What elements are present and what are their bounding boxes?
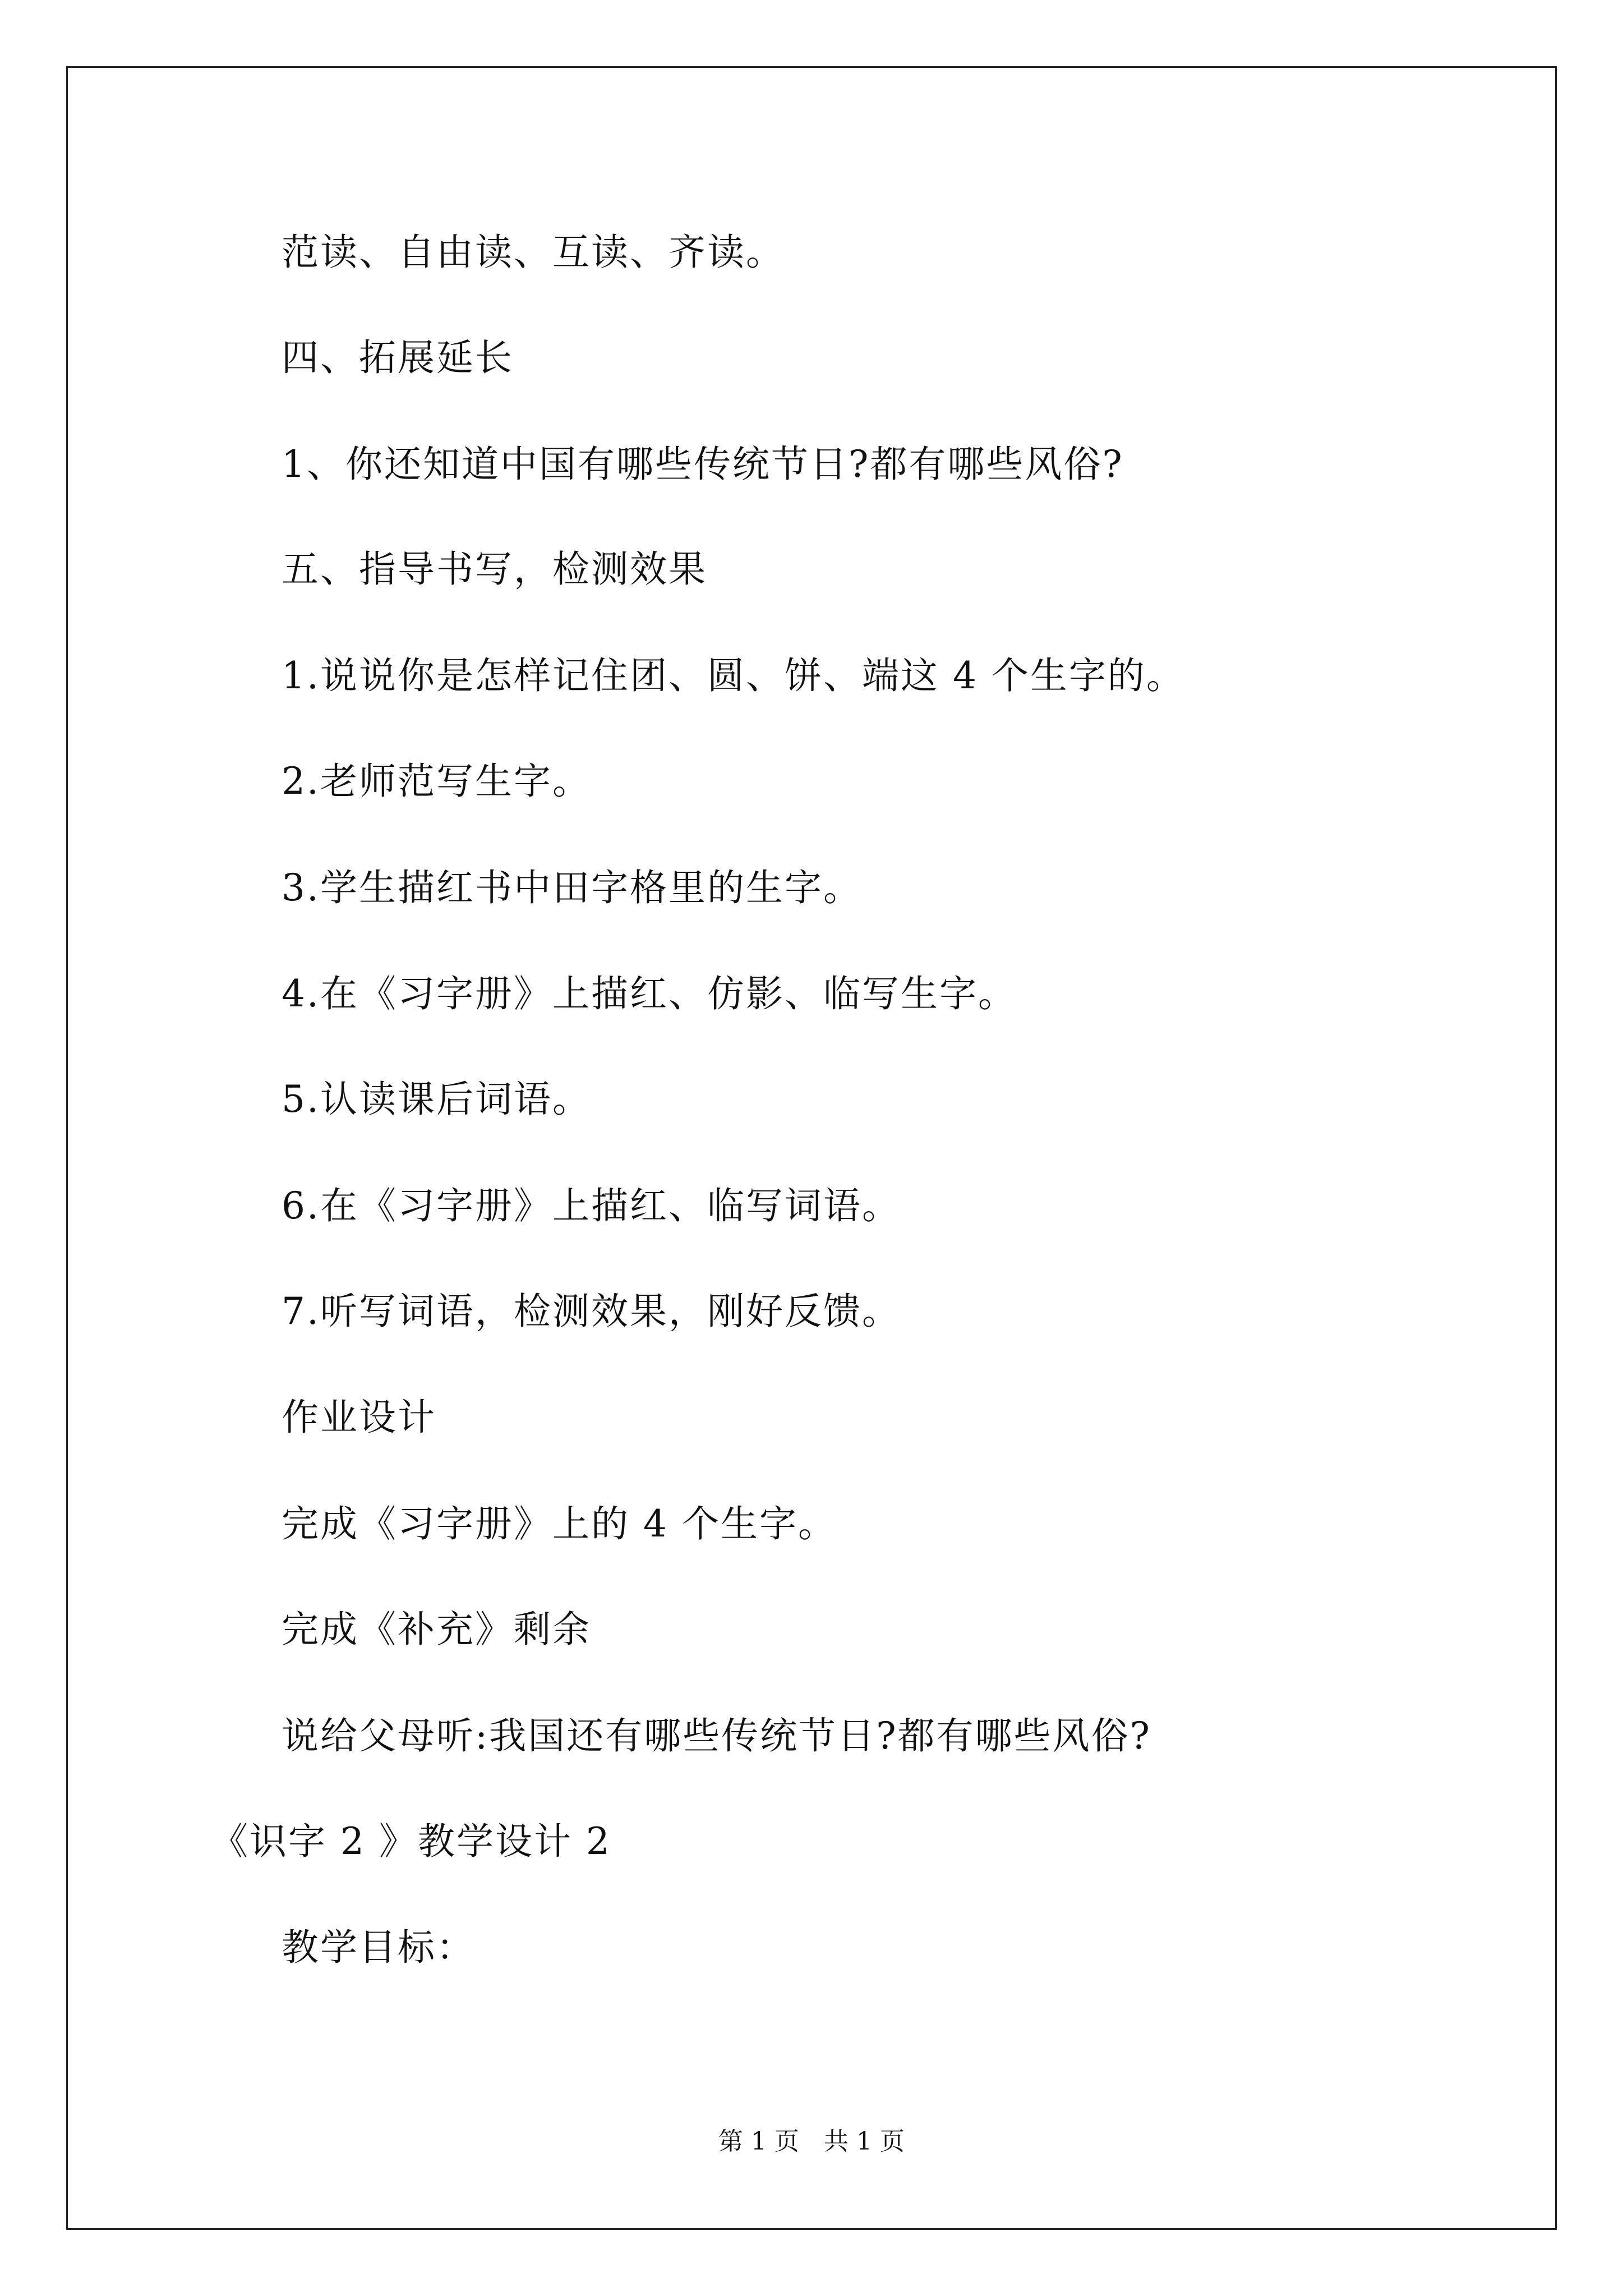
homework-item-2: 完成《补充》剩余 <box>282 1608 591 1651</box>
list-item-5: 5.认读课后词语。 <box>282 1078 591 1121</box>
document-section-title: 《识字 2 》教学设计 2 <box>211 1820 611 1863</box>
section-heading-4: 四、拓展延长 <box>282 336 514 379</box>
teaching-goals-heading: 教学目标： <box>282 1926 475 1969</box>
list-item-2: 2.老师范写生字。 <box>282 760 591 803</box>
text-line-3: 1、你还知道中国有哪些传统节日?都有哪些风俗? <box>282 443 1124 486</box>
homework-item-1: 完成《习字册》上的 4 个生字。 <box>282 1502 837 1545</box>
list-item-1: 1.说说你是怎样记住团、圆、饼、端这 4 个生字的。 <box>282 654 1185 697</box>
homework-heading: 作业设计 <box>282 1396 436 1439</box>
list-item-7: 7.听写词语，检测效果，刚好反馈。 <box>282 1290 901 1333</box>
text-line-1: 范读、自由读、互读、齐读。 <box>282 231 785 274</box>
list-item-6: 6.在《习字册》上描红、临写词语。 <box>282 1184 901 1227</box>
page-footer: 第 1 页 共 1 页 <box>718 2127 905 2156</box>
page-border <box>66 66 1557 2230</box>
list-item-4: 4.在《习字册》上描红、仿影、临写生字。 <box>282 972 1017 1015</box>
homework-item-3: 说给父母听:我国还有哪些传统节日?都有哪些风俗? <box>282 1714 1152 1757</box>
list-item-3: 3.学生描红书中田字格里的生字。 <box>282 866 862 909</box>
section-heading-5: 五、指导书写，检测效果 <box>282 547 707 591</box>
